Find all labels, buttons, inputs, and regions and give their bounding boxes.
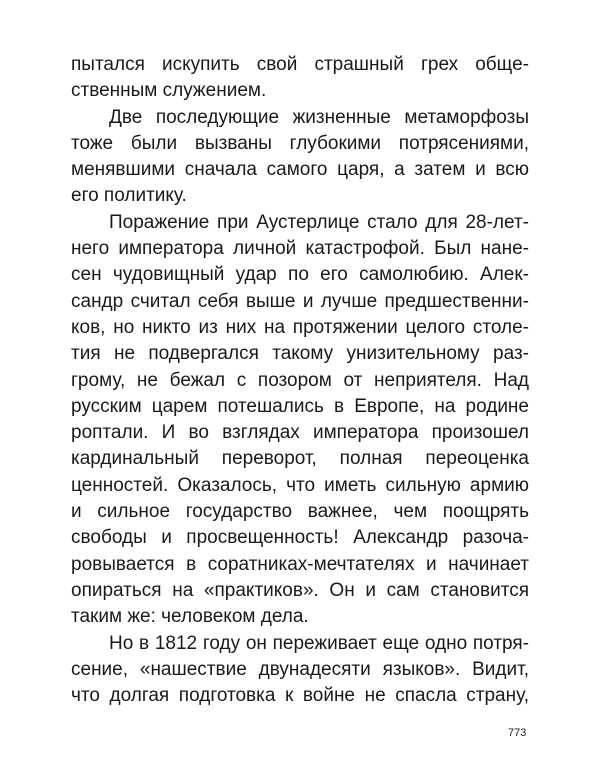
text-line: таким же: человеком дела. (71, 606, 309, 628)
page-number: 773 (508, 727, 527, 739)
text-line: русским царем потешались в Европе, на родине (71, 395, 529, 417)
text-line: Две последующие жизненные метаморфозы (109, 106, 529, 128)
text-line: сандр считал себя выше и лучше предшественни- (71, 290, 529, 312)
text-line: кардинальный переворот, полная переоценка (71, 448, 529, 470)
text-line: сен чудовищный удар по его самолюбию. Алек- (71, 264, 529, 286)
text-line: тоже были вызваны глубокими потрясениями, (71, 132, 529, 154)
text-line: что долгая подготовка к войне не спасла страну, (71, 685, 529, 707)
body-text (71, 52, 529, 709)
text-line: его политику. (71, 185, 187, 207)
text-line: и сильное государство важнее, чем поощрять (71, 501, 529, 523)
text-line: ственным служением. (71, 80, 267, 102)
text-line: ровывается в соратниках-мечтателях и начинает (71, 553, 529, 575)
text-line: тия не подвергался такому унизительному раз- (71, 343, 529, 365)
text-line: грому, не бежал с позором от неприятеля. Над (71, 369, 529, 391)
text-line: опираться на «практиков». Он и сам становится (71, 579, 529, 601)
text-line: Но в 1812 году он переживает еще одно потря- (109, 632, 529, 654)
text-line: свободы и просвещенность! Александр разоча- (71, 527, 529, 549)
text-line: менявшими сначала самого царя, а затем и всю (71, 159, 529, 181)
text-line: Поражение при Аустерлице стало для 28-лет- (109, 211, 529, 233)
text-line: сение, «нашествие двунадесяти языков». Видит, (71, 658, 529, 680)
text-line: ков, но никто из них на протяжении целого столе- (71, 316, 529, 338)
text-line: ценностей. Оказалось, что иметь сильную армию (71, 474, 529, 496)
text-line: него императора личной катастрофой. Был нане- (71, 238, 529, 260)
text-line: роптали. И во взглядах императора произошел (71, 422, 529, 444)
text-line: пытался искупить свой страшный грех обще- (71, 54, 529, 75)
